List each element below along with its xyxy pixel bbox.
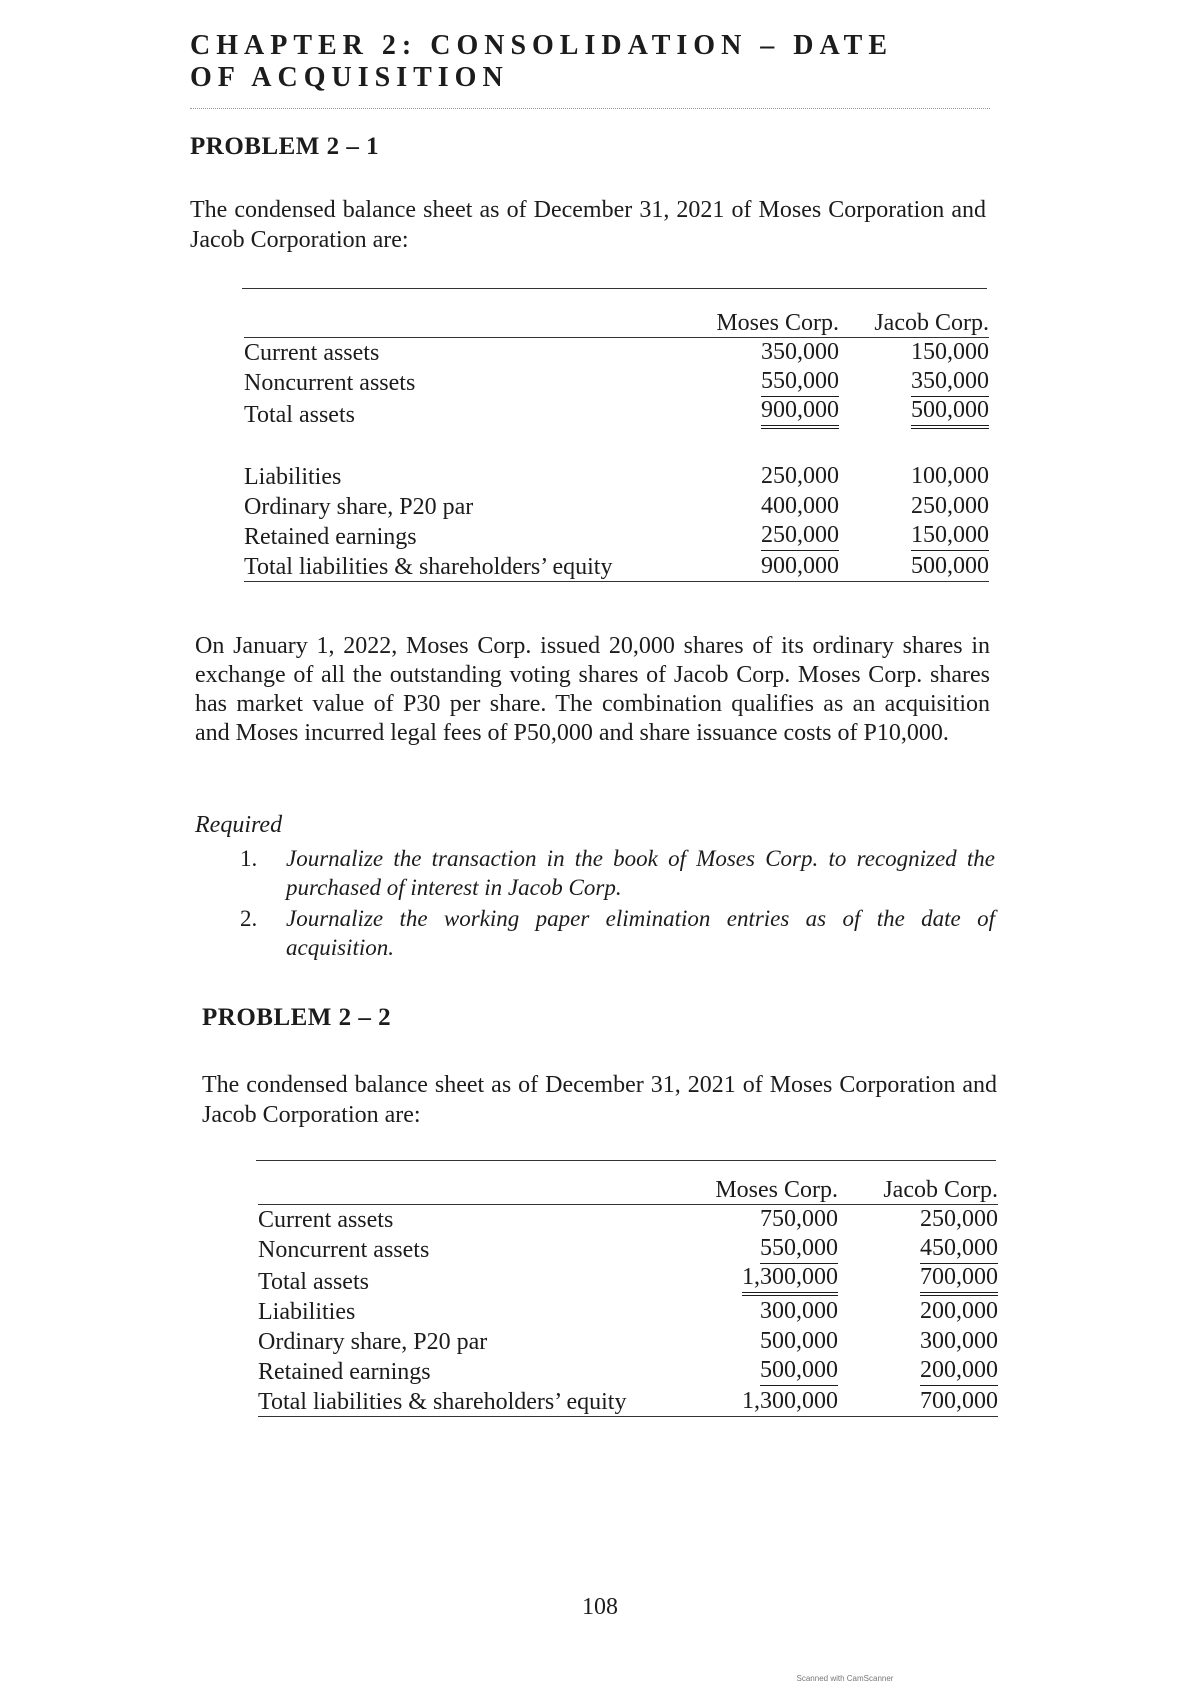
jacob-value: 100,000: [911, 463, 989, 489]
jacob-value: 350,000: [911, 369, 989, 397]
problem-2-1-intro: The condensed balance sheet as of December 31, 2021 of Moses Corporation and Jacob Corporation are:: [190, 197, 986, 253]
table-row: [258, 1326, 998, 1356]
col-header-moses: Moses Corp.: [716, 309, 839, 336]
row-label: Current assets: [244, 340, 380, 366]
row-label: Retained earnings: [258, 1359, 431, 1385]
table-row: [244, 429, 989, 491]
table-row: [244, 337, 989, 367]
problem-2-2-title: PROBLEM 2 – 2: [202, 1004, 392, 1031]
table-row: [244, 367, 989, 397]
moses-value: 500,000: [760, 1328, 838, 1354]
row-label: Liabilities: [244, 464, 342, 490]
row-label: Total assets: [258, 1269, 369, 1295]
moses-value: 500,000: [760, 1358, 838, 1386]
problem-2-1-scenario: On January 1, 2022, Moses Corp. issued 20,000 shares of its ordinary shares in exchange of all the outstanding voting shares of Jacob Corp. Moses Corp. shares has market value of P30 per share. The combination qualifies as an acquisition and Moses incurred legal fees of P50,000 and share issuance costs of P10,000.: [195, 633, 990, 746]
row-label: Total liabilities & shareholders’ equity: [258, 1388, 627, 1415]
list-number: 1.: [240, 846, 258, 871]
moses-value: 1,300,000: [742, 1387, 838, 1414]
jacob-value: 500,000: [911, 398, 989, 429]
jacob-value: 700,000: [920, 1387, 998, 1414]
moses-value: 250,000: [761, 523, 839, 551]
problem-2-2-intro: The condensed balance sheet as of December 31, 2021 of Moses Corporation and Jacob Corporation are:: [202, 1072, 997, 1128]
required-label: Required: [195, 812, 283, 838]
col-header-jacob: Jacob Corp.: [883, 1176, 998, 1203]
page-number: 108: [582, 1594, 618, 1620]
jacob-value: 250,000: [911, 493, 989, 519]
problem-2-2-balance-sheet: [258, 1170, 998, 1417]
jacob-value: 200,000: [920, 1298, 998, 1324]
jacob-value: 450,000: [920, 1236, 998, 1264]
table-row: [244, 521, 989, 551]
jacob-value: 300,000: [920, 1328, 998, 1354]
problem-2-1-balance-sheet: [244, 303, 989, 582]
col-header-jacob: Jacob Corp.: [874, 309, 989, 336]
table-header-row: [244, 303, 989, 337]
list-item: [240, 904, 995, 962]
table-row: [244, 551, 989, 581]
problem-2-2-table-top-rule: [256, 1160, 996, 1161]
table-row: [258, 1234, 998, 1264]
required-list: [240, 844, 995, 964]
row-label: Ordinary share, P20 par: [244, 494, 474, 520]
moses-value: 350,000: [761, 339, 839, 365]
moses-value: 300,000: [760, 1298, 838, 1324]
moses-value: 250,000: [761, 463, 839, 489]
chapter-heading: [190, 30, 950, 94]
table-row: [258, 1386, 998, 1416]
problem-2-1-title: PROBLEM 2 – 1: [190, 133, 380, 160]
moses-value: 900,000: [761, 398, 839, 429]
table-row: [258, 1264, 998, 1296]
row-label: Current assets: [258, 1207, 394, 1233]
list-item: [240, 844, 995, 902]
row-label: Noncurrent assets: [244, 370, 416, 396]
row-label: Total assets: [244, 402, 355, 428]
moses-value: 400,000: [761, 493, 839, 519]
row-label: Total liabilities & shareholders’ equity: [244, 553, 613, 580]
list-text: Journalize the working paper elimination entries as of the date of acquisition.: [286, 906, 995, 960]
moses-value: 750,000: [760, 1206, 838, 1232]
table-row: [258, 1296, 998, 1326]
jacob-value: 700,000: [920, 1265, 998, 1296]
table-row: [258, 1204, 998, 1234]
col-header-moses: Moses Corp.: [715, 1176, 838, 1203]
row-label: Retained earnings: [244, 524, 417, 550]
jacob-value: 150,000: [911, 339, 989, 365]
jacob-value: 250,000: [920, 1206, 998, 1232]
row-label: Noncurrent assets: [258, 1237, 430, 1263]
table-row: [244, 397, 989, 429]
row-label: Liabilities: [258, 1299, 356, 1325]
table-row: [258, 1356, 998, 1386]
moses-value: 550,000: [761, 369, 839, 397]
list-text: Journalize the transaction in the book of Moses Corp. to recognized the purchased of interest in Jacob Corp.: [286, 846, 995, 900]
scanner-watermark: Scanned with CamScanner: [796, 1674, 894, 1683]
jacob-value: 500,000: [911, 552, 989, 579]
list-number: 2.: [240, 906, 258, 931]
row-label: Ordinary share, P20 par: [258, 1329, 488, 1355]
problem-2-1-table-top-rule: [242, 288, 987, 289]
jacob-value: 200,000: [920, 1358, 998, 1386]
chapter-heading-line-1: CHAPTER 2: CONSOLIDATION – DATE: [190, 30, 894, 61]
moses-value: 900,000: [761, 552, 839, 579]
table-header-row: [258, 1170, 998, 1204]
table-row: [244, 491, 989, 521]
jacob-value: 150,000: [911, 523, 989, 551]
moses-value: 550,000: [760, 1236, 838, 1264]
moses-value: 1,300,000: [742, 1265, 838, 1296]
heading-divider: [190, 108, 990, 109]
chapter-heading-line-2: OF ACQUISITION: [190, 62, 509, 93]
